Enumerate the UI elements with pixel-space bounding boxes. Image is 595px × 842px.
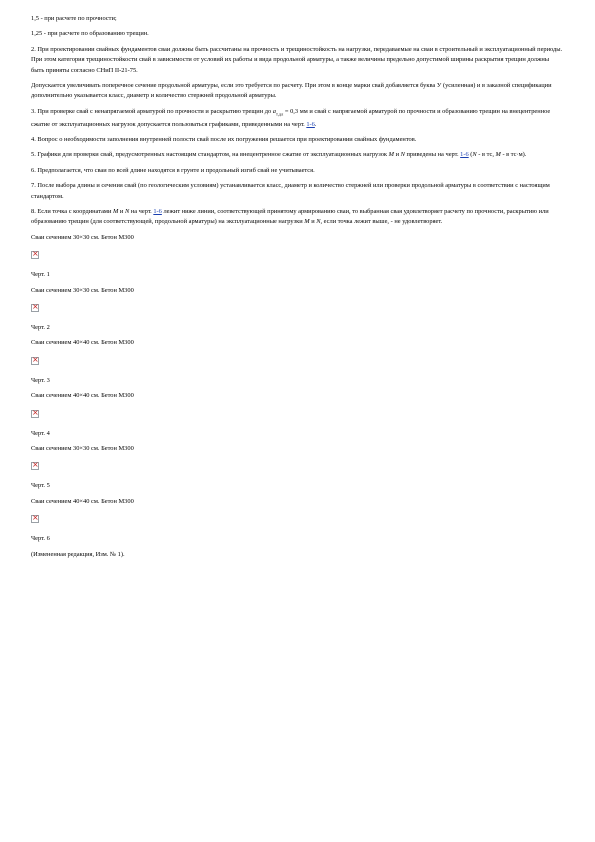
paragraph-3-text-b: мм и свай с напрягаемой арматурой по прочности и образованию трещин на внецентренное сжатие от эксплуатационных нагрузок допускается пользоваться графиками, приведенными на черт. xyxy=(31,107,551,128)
paragraph-allowance: Допускается увеличивать поперечное сечение продольной арматуры, если это требуется по расчету. При этом в конце марки свай добавляется буква У (усиленная) и в заказной спецификации дополнительно указывается класс, диаметр и количество стержней продольной арматуры. xyxy=(31,82,552,100)
line-coefficient-cracks: 1,25 - при расчете по образованию трещин. xyxy=(31,30,149,38)
chart-label: Черт. 5 xyxy=(31,482,50,490)
chart-link-1-6[interactable]: 1-6 xyxy=(306,120,315,128)
paragraph-5-text-c: ( xyxy=(468,151,473,159)
line-coefficient-strength: 1,5 - при расчете по прочности; xyxy=(31,15,117,22)
paragraph-8-text-c: лежит ниже линии, соответствующей принятому армированию сваи, то выбранная свая удовлетворяет расчету по прочности, раскрытию или образованию трещин (для соответствующей, продольной арматуры) на эксплуатационные нагрузки xyxy=(31,207,549,226)
conjunction: и xyxy=(118,207,125,215)
paragraph-5 xyxy=(31,150,563,160)
chart-label: Черт. 3 xyxy=(31,376,50,384)
paragraph-8-text-a: 8. Если точка с координатами xyxy=(31,207,113,215)
chart-block-1 xyxy=(31,233,563,281)
chart-block-6 xyxy=(31,497,563,545)
broken-image-icon[interactable] xyxy=(31,304,39,312)
chart-block-3 xyxy=(31,338,563,386)
paragraph-5-text-a: 5. Графики для проверки свай, предусмотренных настоящим стандартом, на внецентренное сжатие от эксплуатационных нагрузок xyxy=(31,151,389,159)
chart-caption: Сваи сечением 40×40 см. Бетон М300 xyxy=(31,339,134,347)
symbol-m: M xyxy=(112,207,119,215)
symbol-m: M xyxy=(388,151,394,159)
paragraph-3 xyxy=(31,107,563,130)
chart-link-1-6[interactable]: 1-6 xyxy=(153,207,162,215)
paragraph-6: 6. Предполагается, что сваи по всей длине находятся в грунте и продольный изгиб свай не учитывается. xyxy=(31,166,315,174)
paragraph-7: 7. После выбора длины и сечения свай (по геологическим условиям) устанавливается класс, диаметр и количество стержней или проверки продольной арматуры в соответствии с настоящим стандартом. xyxy=(31,182,550,200)
paragraph-4: 4. Вопрос о необходимости заполнения внутренней полости свай после их погружения решается при проектировании свайных фундаментов. xyxy=(31,135,417,143)
conjunction: и xyxy=(309,218,317,226)
paragraph-8 xyxy=(31,207,563,228)
paragraph-3-end: . xyxy=(314,120,317,128)
chart-block-4 xyxy=(31,391,563,439)
chart-caption: Сваи сечением 40×40 см. Бетон М300 xyxy=(31,497,134,505)
broken-image-icon[interactable] xyxy=(31,462,39,470)
broken-image-icon[interactable] xyxy=(31,515,39,523)
broken-image-icon[interactable] xyxy=(31,357,39,365)
broken-image-icon[interactable] xyxy=(31,251,39,259)
formula-subscript: т.дл xyxy=(276,111,284,117)
paragraph-5-text-b: приведены на черт. xyxy=(404,151,461,159)
paragraph-8-text-b: на черт. xyxy=(129,207,154,215)
symbol-n: N xyxy=(400,151,405,159)
chart-label: Черт. 4 xyxy=(31,429,50,437)
document-page xyxy=(31,14,563,560)
chart-label: Черт. 6 xyxy=(31,535,50,543)
paragraph-2: 2. При проектировании свайных фундаментов сваи должны быть рассчитаны на прочность и трещиностойкость на нагрузки, передаваемые на сваи в строительный и эксплуатационный периоды. При этом категория трещиностойкости свай в зависимости от условий их работы и вида продольной арматуры, а также величины предельно допустимой ширины раскрытия трещин должны быть приняты согласно СНиП II-21-75. xyxy=(31,45,563,74)
paragraph-8-text-d: , если точка лежит выше, - не удовлетворяет. xyxy=(320,218,443,226)
symbol-m: M xyxy=(495,151,501,159)
symbol-n: N xyxy=(316,218,321,226)
paragraph-5-text-d: - в тс, xyxy=(476,151,496,159)
chart-label: Черт. 2 xyxy=(31,324,50,331)
symbol-n: N xyxy=(124,207,130,215)
chart-caption: Сваи сечением 30×30 см. Бетон М300 xyxy=(31,286,134,294)
symbol-n: N xyxy=(472,151,477,159)
paragraph-3-text-a: 3. При проверке свай с ненапрягаемой арматурой по прочности и раскрытию трещин до xyxy=(31,107,273,115)
chart-link-1-6[interactable]: 1-6 xyxy=(460,151,469,159)
formula-a: a xyxy=(272,107,276,115)
chart-label: Черт. 1 xyxy=(31,271,50,279)
chart-block-2 xyxy=(31,286,563,334)
formula-value: = 0,3 xyxy=(283,107,299,115)
chart-block-5 xyxy=(31,444,563,492)
paragraph-5-text-e: - в тс·м). xyxy=(500,151,527,159)
chart-caption: Сваи сечением 30×30 см. Бетон М300 xyxy=(31,445,134,453)
amendment-note: (Измененная редакция, Изм. № 1). xyxy=(31,550,125,558)
broken-image-icon[interactable] xyxy=(31,410,39,418)
symbol-m: M xyxy=(304,218,310,226)
conjunction: и xyxy=(393,151,401,159)
chart-caption: Сваи сечением 30×30 см. Бетон М300 xyxy=(31,233,134,241)
chart-caption: Сваи сечением 40×40 см. Бетон М300 xyxy=(31,392,134,400)
